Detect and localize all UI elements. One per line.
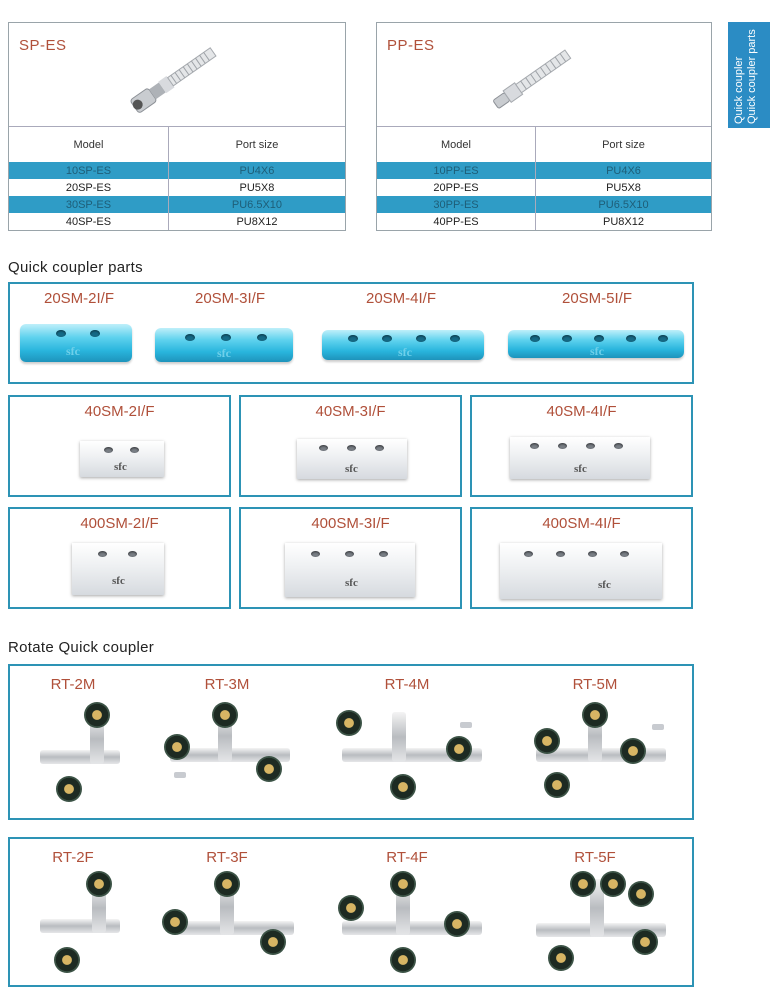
sp-es-coupler-image [119, 33, 229, 123]
manifold-block [510, 437, 650, 479]
part-label: 40SM-2I/F [84, 403, 155, 420]
brand-logo: sfc [574, 463, 587, 475]
port-cell: PU8X12 [168, 213, 345, 230]
part-label: 40SM-3I/F [315, 403, 386, 420]
table-row [377, 196, 711, 213]
table-row [9, 162, 345, 179]
rotate-group-male [8, 664, 694, 820]
brand-logo: sfc [598, 579, 611, 591]
manifold-block [80, 441, 164, 477]
part-label: 40SM-4I/F [546, 403, 617, 420]
sp-es-card [8, 22, 346, 231]
brand-logo: sfc [345, 463, 358, 475]
model-header: Model [9, 127, 168, 163]
rt-3m-coupler [160, 702, 310, 812]
manifold-block [285, 543, 415, 597]
rotate-group-female [8, 837, 694, 987]
rotate-label: RT-3F [206, 849, 248, 866]
rt-4f-coupler [332, 871, 492, 981]
port-size-header: Port size [168, 127, 345, 163]
brand-logo: sfc [114, 461, 127, 473]
part-box-40sm-4 [470, 395, 693, 497]
parts-section-title: Quick coupler parts [8, 259, 143, 276]
part-label: 400SM-4I/F [542, 515, 621, 532]
side-category-tab [728, 22, 770, 128]
port-cell: PU8X12 [536, 213, 712, 230]
brand-logo: sfc [66, 344, 80, 358]
pp-es-spec-table [377, 126, 711, 230]
port-cell: PU4X6 [536, 162, 712, 179]
rt-2m-coupler [30, 702, 140, 812]
sp-es-spec-table [9, 126, 345, 230]
part-label: 400SM-2I/F [80, 515, 159, 532]
pp-es-title: PP-ES [387, 37, 435, 54]
rotate-section-title: Rotate Quick coupler [8, 639, 155, 656]
part-box-40sm-3 [239, 395, 462, 497]
manifold-block [500, 543, 662, 599]
part-label: 400SM-3I/F [311, 515, 390, 532]
part-label: 20SM-2I/F [43, 290, 115, 307]
model-cell: 30SP-ES [9, 196, 168, 213]
part-label: 20SM-4I/F [365, 290, 437, 307]
rotate-label: RT-4M [384, 676, 430, 693]
parts-group-20sm [8, 282, 694, 384]
sp-es-title: SP-ES [19, 37, 67, 54]
port-cell: PU4X6 [168, 162, 345, 179]
part-box-400sm-4 [470, 507, 693, 609]
port-cell: PU5X8 [168, 179, 345, 196]
brand-logo: sfc [345, 577, 358, 589]
rt-4m-coupler [332, 702, 492, 812]
model-cell: 10PP-ES [377, 162, 536, 179]
part-box-40sm-2 [8, 395, 231, 497]
manifold-block [297, 439, 407, 479]
manifold-3-port [155, 328, 293, 362]
model-header: Model [377, 127, 536, 163]
part-label: 20SM-5I/F [561, 290, 633, 307]
rotate-label: RT-5M [572, 676, 618, 693]
manifold-2-port [20, 324, 132, 362]
brand-logo: sfc [398, 345, 412, 359]
rt-3f-coupler [160, 871, 310, 981]
manifold-5-port [508, 330, 684, 358]
table-row [9, 213, 345, 230]
port-cell: PU6.5X10 [168, 196, 345, 213]
pp-es-plug-image [477, 33, 587, 123]
model-cell: 40SP-ES [65, 215, 112, 228]
model-cell: 40PP-ES [433, 215, 479, 228]
rt-5f-coupler [520, 871, 680, 981]
rotate-label: RT-3M [204, 676, 250, 693]
rotate-label: RT-2M [50, 676, 96, 693]
side-tab-line1: Quick coupler [733, 56, 745, 124]
side-tab-label [733, 29, 759, 124]
table-row [9, 179, 345, 196]
pp-es-card [376, 22, 712, 231]
model-cell: 20PP-ES [433, 181, 479, 194]
side-tab-line2: Quick coupler parts [746, 29, 758, 124]
table-row [377, 162, 711, 179]
model-cell: 20SP-ES [65, 181, 112, 194]
table-row [9, 196, 345, 213]
manifold-4-port [322, 330, 484, 360]
rt-2f-coupler [30, 871, 140, 981]
port-cell: PU5X8 [536, 179, 712, 196]
part-box-400sm-2 [8, 507, 231, 609]
rt-5m-coupler [520, 702, 680, 812]
table-row [377, 179, 711, 196]
port-size-header: Port size [536, 127, 712, 163]
brand-logo: sfc [217, 346, 231, 360]
port-cell: PU6.5X10 [536, 196, 712, 213]
rotate-label: RT-2F [52, 849, 94, 866]
brand-logo: sfc [112, 575, 125, 587]
model-cell: 30PP-ES [377, 196, 536, 213]
part-box-400sm-3 [239, 507, 462, 609]
part-label: 20SM-3I/F [194, 290, 266, 307]
rotate-label: RT-5F [574, 849, 616, 866]
manifold-block [72, 543, 164, 595]
brand-logo: sfc [590, 344, 604, 358]
rotate-label: RT-4F [386, 849, 428, 866]
model-cell: 10SP-ES [9, 162, 168, 179]
table-row [377, 213, 711, 230]
